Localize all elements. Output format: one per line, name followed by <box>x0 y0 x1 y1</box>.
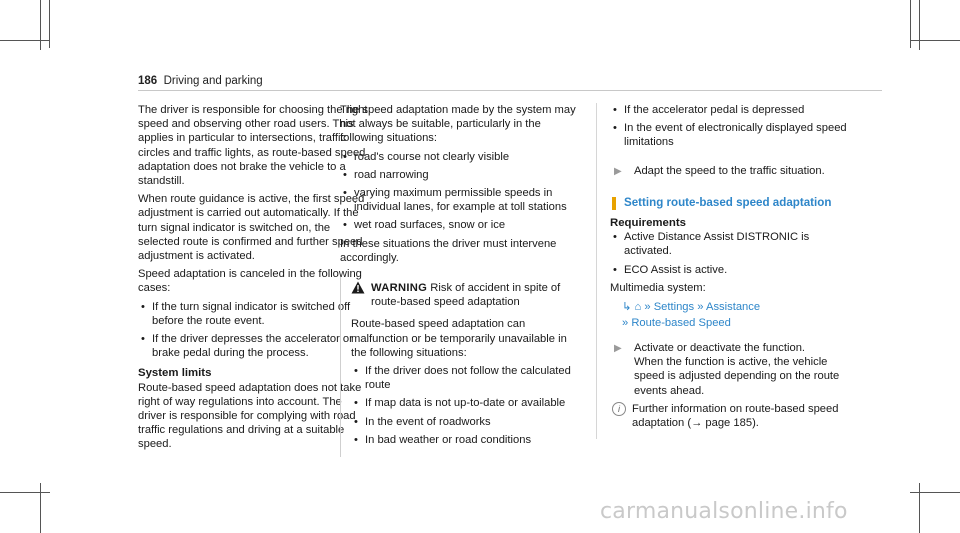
action-detail: When the function is active, the vehicle speed is adjusted depending on the route events ahead. <box>634 356 840 397</box>
list-item: • varying maximum permissible speeds in individual lanes, for example at toll stations <box>340 186 576 214</box>
subheading-system-limits: System limits <box>138 367 212 380</box>
menu-path <box>610 299 850 331</box>
list-item: • If the accelerator pedal is depressed <box>610 103 850 117</box>
crop-mark <box>919 483 920 533</box>
crop-mark <box>0 40 50 41</box>
chevron-right-icon: » <box>622 317 629 330</box>
path-arrow-icon: ↳ <box>622 301 632 314</box>
action-text: Activate or deactivate the function. <box>634 342 806 355</box>
warning-triangle-icon <box>351 281 365 298</box>
action-arrow-icon: ▶ <box>614 343 622 355</box>
section-heading: Setting route-based speed adaptation <box>610 196 850 210</box>
chevron-right-icon: » <box>644 301 651 314</box>
column-divider <box>596 103 597 439</box>
list-item: • In the event of roadworks <box>351 415 576 429</box>
list-item: • road narrowing <box>340 168 576 182</box>
action-step <box>610 341 850 398</box>
paragraph: Route-based speed adaptation can malfunction or be temporarily unavailable in the following situations: <box>351 318 567 359</box>
section-title: Driving and parking <box>163 75 263 87</box>
crop-mark <box>40 0 41 50</box>
crop-mark <box>910 40 960 41</box>
list-item: • ECO Assist is active. <box>610 263 850 277</box>
warning-heading: Risk of accident in spite of route-based speed adaptation <box>371 282 561 309</box>
path-route-speed: Route-based Speed <box>631 317 731 330</box>
header-rule <box>138 90 882 91</box>
crop-mark <box>910 0 911 48</box>
warning-title <box>351 281 576 309</box>
page-reference-link[interactable]: page 185 <box>705 417 753 430</box>
crop-mark <box>919 0 920 50</box>
crop-mark <box>49 0 50 48</box>
note-text: Further information on route-based speed adaptation ( <box>632 402 839 430</box>
action-arrow-icon: ▶ <box>614 165 622 177</box>
list-item: • If the driver depresses the accelerator or brake pedal during the process. <box>138 332 370 360</box>
paragraph: The driver is responsible for choosing the right speed and observing other road users. This applies in particular to intersections, traffic circles and traffic lights, as route-based speed adaptation does not brake the vehicle to a standstill. <box>138 104 368 188</box>
list-item: • If map data is not up-to-date or available <box>351 396 576 410</box>
path-settings: Settings <box>653 301 695 314</box>
info-note <box>610 402 850 430</box>
path-assistance: Assistance <box>705 301 761 314</box>
chevron-right-icon: » <box>697 301 704 314</box>
subheading-requirements: Requirements <box>610 217 686 230</box>
crop-mark <box>40 483 41 533</box>
paragraph: Route-based speed adaptation does not take right of way regulations into account. The driver is responsible for complying with road traffic regulations and driving at a suitable speed. <box>138 381 362 451</box>
paragraph: When route guidance is active, the first speed adjustment is carried out automatically. If the turn signal indicator is switched on, the selected route is confirmed and further speed adjustment is activated. <box>138 193 365 263</box>
page-header <box>138 74 263 88</box>
paragraph: In these situations the driver must intervene accordingly. <box>340 237 557 264</box>
home-icon: ⌂ <box>634 301 642 314</box>
list-item: • In bad weather or road conditions <box>351 433 576 447</box>
paragraph: Speed adaptation is canceled in the following cases: <box>138 268 362 295</box>
list-item: • road's course not clearly visible <box>340 150 576 164</box>
list-item: • If the driver does not follow the calculated route <box>351 364 576 392</box>
warning-box <box>340 277 576 457</box>
note-end: ). <box>752 417 759 430</box>
info-icon: i <box>612 402 626 416</box>
list-item: • Active Distance Assist DISTRONIC is activated. <box>610 230 850 258</box>
column-right <box>610 103 850 430</box>
paragraph: The speed adaptation made by the system may not always be suitable, particularly in the following situations: <box>340 104 576 145</box>
action-step <box>610 164 850 178</box>
page-number: 186 <box>138 75 158 87</box>
column-left <box>138 103 370 456</box>
list-item: • If the turn signal indicator is switched off before the route event. <box>138 300 370 328</box>
list-item: • wet road surfaces, snow or ice <box>340 218 576 232</box>
paragraph: Multimedia system: <box>610 281 706 294</box>
action-text: Adapt the speed to the traffic situation. <box>634 164 825 177</box>
crop-mark <box>910 492 960 493</box>
watermark: carmanualsonline.info <box>600 499 848 524</box>
list-item: • In the event of electronically displayed speed limitations <box>610 121 850 149</box>
warning-label: WARNING <box>371 282 428 295</box>
reference-arrow-icon: → <box>691 417 706 430</box>
crop-mark <box>0 492 50 493</box>
column-middle <box>340 103 576 457</box>
